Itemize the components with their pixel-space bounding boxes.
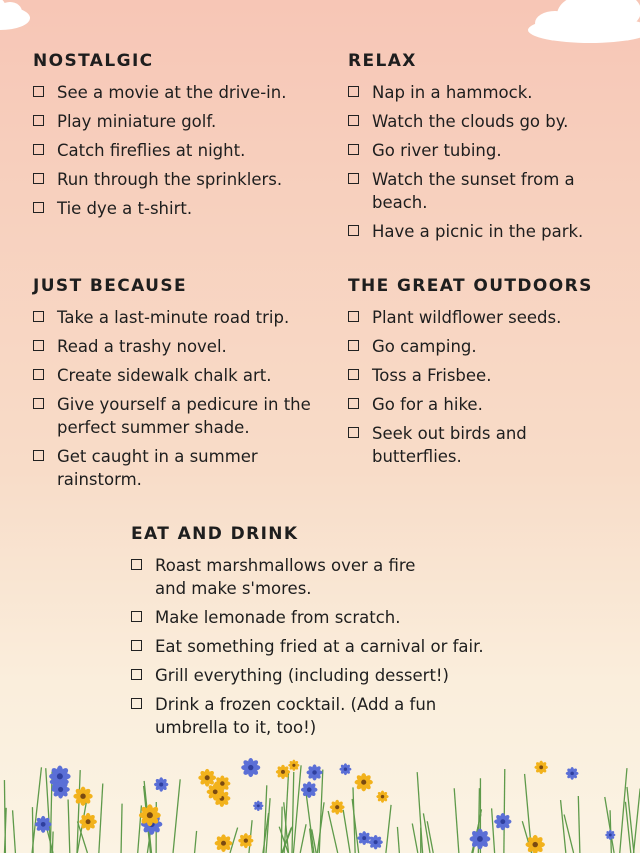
checklist-item[interactable] [131, 664, 551, 687]
checkbox[interactable] [348, 173, 359, 184]
sunflower-icon [276, 765, 290, 779]
cornflower-icon [35, 816, 52, 833]
checklist-item[interactable] [33, 445, 317, 491]
checklist-item[interactable] [348, 335, 610, 358]
checkbox[interactable] [348, 86, 359, 97]
checklist-item[interactable] [33, 364, 333, 387]
cloud-right-decoration [525, 0, 640, 45]
checkbox[interactable] [348, 311, 359, 322]
cornflower-icon [253, 801, 263, 811]
checkbox[interactable] [348, 369, 359, 380]
cornflower-icon [51, 780, 69, 798]
section-title: THE GREAT OUTDOORS [348, 276, 593, 296]
item-label: Plant wildflower seeds. [372, 308, 562, 327]
checklist-item[interactable] [348, 364, 610, 387]
item-label: Go for a hike. [372, 395, 483, 414]
sunflower-icon [139, 804, 161, 826]
section-nostalgic [33, 51, 333, 226]
checkbox[interactable] [33, 340, 44, 351]
checkbox[interactable] [33, 202, 44, 213]
checkbox[interactable] [33, 144, 44, 155]
checklist-item[interactable] [131, 693, 455, 739]
item-label: Run through the sprinklers. [57, 170, 283, 189]
cornflower-icon [605, 830, 615, 840]
item-label: Seek out birds and butterflies. [372, 424, 527, 466]
checkbox[interactable] [348, 225, 359, 236]
sunflower-icon [198, 769, 216, 787]
cornflower-icon [470, 829, 491, 850]
checklist-item[interactable] [131, 606, 551, 629]
item-label: Take a last-minute road trip. [57, 308, 290, 327]
section-title: NOSTALGIC [33, 51, 154, 71]
section-just-because [33, 276, 333, 497]
cornflower-icon [357, 831, 371, 845]
checklist-item[interactable] [33, 306, 333, 329]
checkbox[interactable] [348, 427, 359, 438]
item-label: Watch the sunset from a beach. [372, 170, 575, 212]
item-label: Get caught in a summer rainstorm. [57, 447, 258, 489]
checklist-item[interactable] [33, 81, 333, 104]
checkbox[interactable] [33, 86, 44, 97]
item-label: Toss a Frisbee. [372, 366, 492, 385]
section-title: RELAX [348, 51, 417, 71]
sunflower-icon [79, 813, 97, 831]
checkbox[interactable] [348, 144, 359, 155]
checkbox[interactable] [131, 611, 142, 622]
section-eat-and-drink [131, 524, 551, 745]
sunflower-icon [73, 787, 92, 806]
item-label: Give yourself a pedicure in the perfect summer shade. [57, 395, 311, 437]
item-label: Play miniature golf. [57, 112, 217, 131]
checklist-item[interactable] [33, 393, 332, 439]
checklist-item[interactable] [348, 168, 587, 214]
section-great-outdoors [348, 276, 610, 474]
cornflower-icon [494, 813, 511, 830]
checkbox[interactable] [33, 369, 44, 380]
checklist-item[interactable] [33, 197, 333, 220]
checklist-item[interactable] [348, 110, 610, 133]
sunflower-icon [526, 835, 545, 853]
checkbox[interactable] [131, 640, 142, 651]
sunflower-icon [534, 761, 547, 774]
item-label: Go river tubing. [372, 141, 502, 160]
item-label: Make lemonade from scratch. [155, 608, 401, 627]
checkbox[interactable] [33, 311, 44, 322]
item-label: Nap in a hammock. [372, 83, 533, 102]
wildflower-meadow-illustration [0, 755, 640, 853]
checkbox[interactable] [131, 698, 142, 709]
cornflower-icon [154, 777, 168, 791]
checklist-item[interactable] [348, 139, 610, 162]
checklist-item[interactable] [348, 422, 572, 468]
cornflower-icon [566, 767, 579, 780]
cornflower-icon [339, 763, 351, 775]
checkbox[interactable] [131, 559, 142, 570]
checklist-item[interactable] [348, 306, 610, 329]
section-relax [348, 51, 610, 249]
item-label: Have a picnic in the park. [372, 222, 584, 241]
checkbox[interactable] [33, 115, 44, 126]
checkbox[interactable] [131, 669, 142, 680]
item-label: See a movie at the drive-in. [57, 83, 287, 102]
cornflower-icon [301, 781, 318, 798]
sunflower-icon [355, 773, 373, 791]
checklist-item[interactable] [33, 335, 333, 358]
checkbox[interactable] [33, 450, 44, 461]
checklist-item[interactable] [33, 139, 333, 162]
sunflower-icon [215, 834, 233, 852]
item-label: Watch the clouds go by. [372, 112, 569, 131]
checklist-item[interactable] [33, 168, 333, 191]
item-label: Grill everything (including dessert!) [155, 666, 449, 685]
checkbox[interactable] [348, 340, 359, 351]
item-label: Roast marshmallows over a fire and make s'mores. [155, 556, 416, 598]
sunflower-icon [238, 833, 253, 848]
checkbox[interactable] [348, 398, 359, 409]
sunflower-icon [207, 783, 224, 800]
checklist-item[interactable] [348, 81, 610, 104]
item-label: Create sidewalk chalk art. [57, 366, 272, 385]
item-label: Eat something fried at a carnival or fair. [155, 637, 484, 656]
checkbox[interactable] [33, 398, 44, 409]
cloud-left-decoration [0, 0, 40, 35]
checkbox[interactable] [33, 173, 44, 184]
item-label: Tie dye a t-shirt. [57, 199, 193, 218]
item-label: Drink a frozen cocktail. (Add a fun umbrella to it, too!) [155, 695, 437, 737]
item-label: Read a trashy novel. [57, 337, 227, 356]
sunflower-icon [330, 800, 345, 815]
section-title: EAT AND DRINK [131, 524, 299, 544]
item-label: Go camping. [372, 337, 477, 356]
cornflower-icon [306, 764, 322, 780]
checklist-item[interactable] [348, 220, 610, 243]
checklist-item[interactable] [348, 393, 610, 416]
checklist-item[interactable] [33, 110, 333, 133]
cornflower-icon [241, 758, 260, 777]
section-title: JUST BECAUSE [33, 276, 188, 296]
checkbox[interactable] [348, 115, 359, 126]
sunflower-icon [288, 760, 299, 771]
item-label: Catch fireflies at night. [57, 141, 246, 160]
checklist-item[interactable] [131, 635, 551, 658]
sunflower-icon [376, 791, 388, 803]
checklist-item[interactable] [131, 554, 445, 600]
